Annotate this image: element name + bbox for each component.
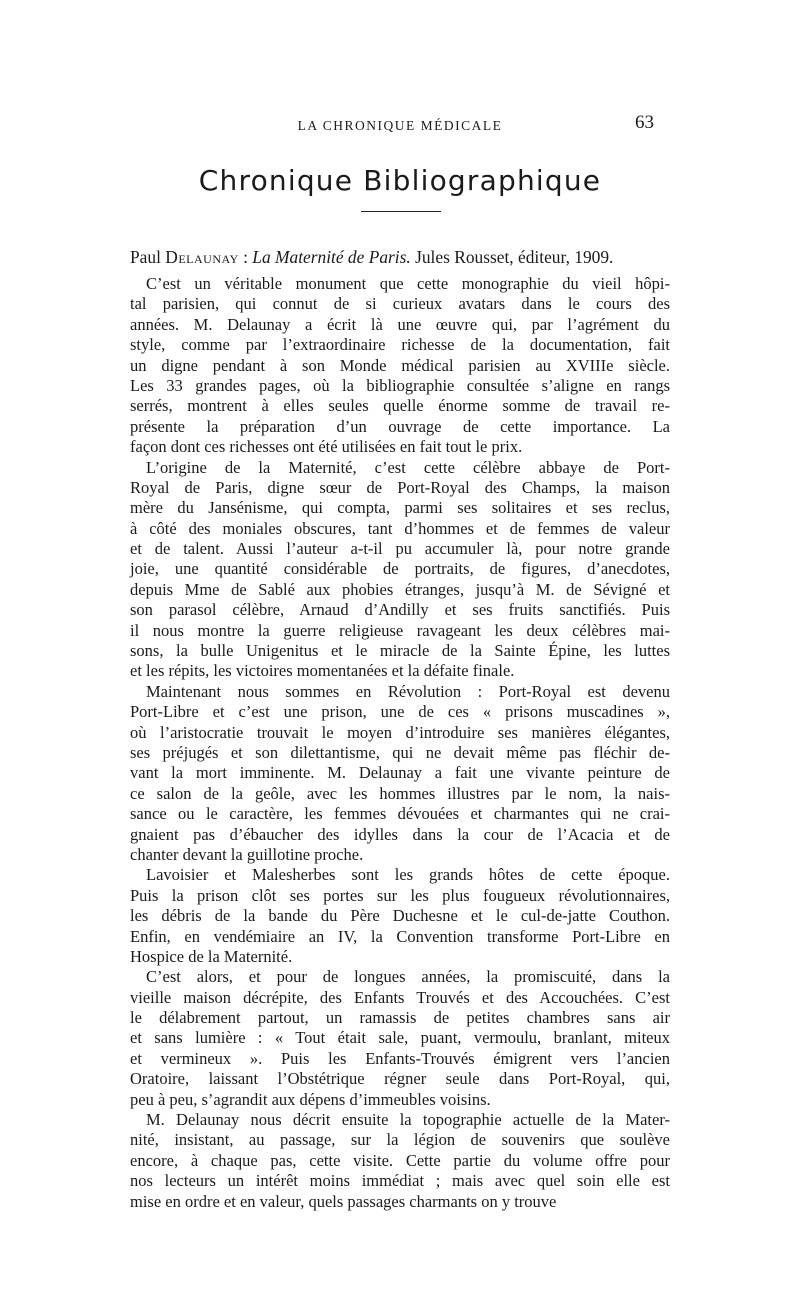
- paragraph: [130, 1110, 670, 1212]
- text-line: depuis Mme de Sablé aux phobies étranges, jusqu’à M. de Sévigné et: [130, 579, 670, 599]
- text-line: C’est alors, et pour de longues années, la promiscuité, dans la: [146, 967, 670, 987]
- text-line: encore, à chaque pas, cette visite. Cette partie du volume offre pour: [130, 1150, 670, 1170]
- text-line: présente la préparation d’un ouvrage de cette importance. La: [130, 416, 670, 436]
- text-line: les débris de la bande du Père Duchesne et le cul-de-jatte Couthon.: [130, 906, 670, 926]
- text-line: Hospice de la Maternité.: [130, 946, 293, 966]
- publisher-info: Jules Rousset, éditeur, 1909.: [415, 247, 614, 267]
- text-line: mère du Jansénisme, qui compta, parmi ses solitaires et ses reclus,: [130, 498, 670, 518]
- text-line: Maintenant nous sommes en Révolution : Port-Royal est devenu: [146, 681, 670, 701]
- text-line: ses préjugés et son dilettantisme, qui ne devait même pas fléchir de-: [130, 742, 670, 762]
- text-line: Royal de Paris, digne sœur de Port-Royal des Champs, la maison: [130, 477, 670, 497]
- text-line: mise en ordre et en valeur, quels passages charmants on y trouve: [130, 1191, 557, 1211]
- article-body: [130, 246, 670, 1212]
- text-line: vieille maison décrépite, des Enfants Trouvés et des Accouchées. C’est: [130, 987, 670, 1007]
- text-line: le délabrement partout, un ramassis de petites chambres sans air: [130, 1008, 670, 1028]
- text-line: où l’aristocratie trouvait le moyen d’introduire ses manières élégantes,: [130, 722, 670, 742]
- running-title: LA CHRONIQUE MÉDICALE: [297, 118, 503, 133]
- text-line: L’origine de la Maternité, c’est cette célèbre abbaye de Port-: [146, 457, 670, 477]
- text-line: Enfin, en vendémiaire an IV, la Convention transforme Port-Libre en: [130, 926, 670, 946]
- paragraph: [130, 967, 670, 1110]
- running-head: [0, 112, 800, 138]
- paragraph: [130, 274, 670, 458]
- text-line: Port-Libre et c’est une prison, une de ces « prisons muscadines »,: [130, 702, 670, 722]
- text-line: serrés, montrent à elles seules quelle énorme somme de travail re-: [130, 396, 670, 416]
- paragraphs: [130, 274, 670, 1212]
- text-line: peu à peu, s’agrandit aux dépens d’immeubles voisins.: [130, 1089, 491, 1109]
- text-line: nos lecteurs un intérêt moins immédiat ; mais avec quel soin elle est: [130, 1171, 670, 1191]
- text-line: sons, la bulle Unigenitus et le miracle de la Sainte Épine, les luttes: [130, 641, 670, 661]
- text-line: joie, une quantité considérable de portraits, de figures, d’anecdotes,: [130, 559, 670, 579]
- text-line: Les 33 grandes pages, où la bibliographie consultée s’aligne en rangs: [130, 375, 670, 395]
- text-line: vant la mort imminente. M. Delaunay a fait une vivante peinture de: [130, 763, 670, 783]
- paragraph: [130, 865, 670, 967]
- text-line: chanter devant la guillotine proche.: [130, 844, 364, 864]
- page-number: 63: [635, 112, 654, 133]
- text-line: à côté des moniales obscures, tant d’hommes et de femmes de valeur: [130, 518, 670, 538]
- text-line: il nous montre la guerre religieuse ravageant les deux célèbres mai-: [130, 620, 670, 640]
- text-line: sance ou le caractère, les femmes dévouées et charmantes qui ne crai-: [130, 804, 670, 824]
- text-line: et de talent. Aussi l’auteur a-t-il pu accumuler là, pour notre grande: [130, 539, 670, 559]
- book-title: La Maternité de Paris.: [252, 247, 411, 267]
- text-line: Oratoire, laissant l’Obstétrique régner seule dans Port-Royal, qui,: [130, 1069, 670, 1089]
- bibliographic-entry: [130, 246, 670, 268]
- text-line: Lavoisier et Malesherbes sont les grands hôtes de cette époque.: [146, 865, 670, 885]
- text-line: un digne pendant à son Monde médical parisien au XVIIIe siècle.: [130, 355, 670, 375]
- paragraph: [130, 458, 670, 682]
- text-line: gnaient pas d’ébaucher des idylles dans la cour de l’Acacia et de: [130, 824, 670, 844]
- paragraph: [130, 682, 670, 866]
- chapter-title: Chronique Bibliographique: [198, 164, 602, 197]
- text-line: et les répits, les victoires momentanées et la défaite finale.: [130, 661, 515, 681]
- author-first-name: Paul: [130, 247, 161, 267]
- author-last-name: Delaunay: [165, 247, 239, 267]
- text-line: tal parisien, qui connut de si curieux avatars dans le cours des: [130, 294, 670, 314]
- text-line: C’est un véritable monument que cette monographie du vieil hôpi-: [146, 274, 670, 293]
- text-line: et vermineux ». Puis les Enfants-Trouvés émigrent vers l’ancien: [130, 1048, 670, 1068]
- text-line: Puis la prison clôt ses portes sur les plus fougueux révolutionnaires,: [130, 885, 670, 905]
- text-line: style, comme par l’extraordinaire richesse de la documentation, fait: [130, 335, 670, 355]
- text-line: son parasol célèbre, Arnaud d’Andilly et ses fruits sanctifiés. Puis: [130, 600, 670, 620]
- text-line: nité, insistant, au passage, sur la légion de souvenirs que soulève: [130, 1130, 670, 1150]
- text-line: et sans lumière : « Tout était sale, puant, vermoulu, branlant, miteux: [130, 1028, 670, 1048]
- text-line: façon dont ces richesses ont été utilisées en fait tout le prix.: [130, 437, 523, 457]
- title-divider: [361, 211, 441, 212]
- text-line: ce salon de la geôle, avec les hommes illustres par le nom, la nais-: [130, 783, 670, 803]
- entry-separator: :: [243, 247, 248, 267]
- text-line: années. M. Delaunay a écrit là une œuvre qui, par l’agrément du: [130, 314, 670, 334]
- text-line: M. Delaunay nous décrit ensuite la topographie actuelle de la Mater-: [146, 1110, 670, 1130]
